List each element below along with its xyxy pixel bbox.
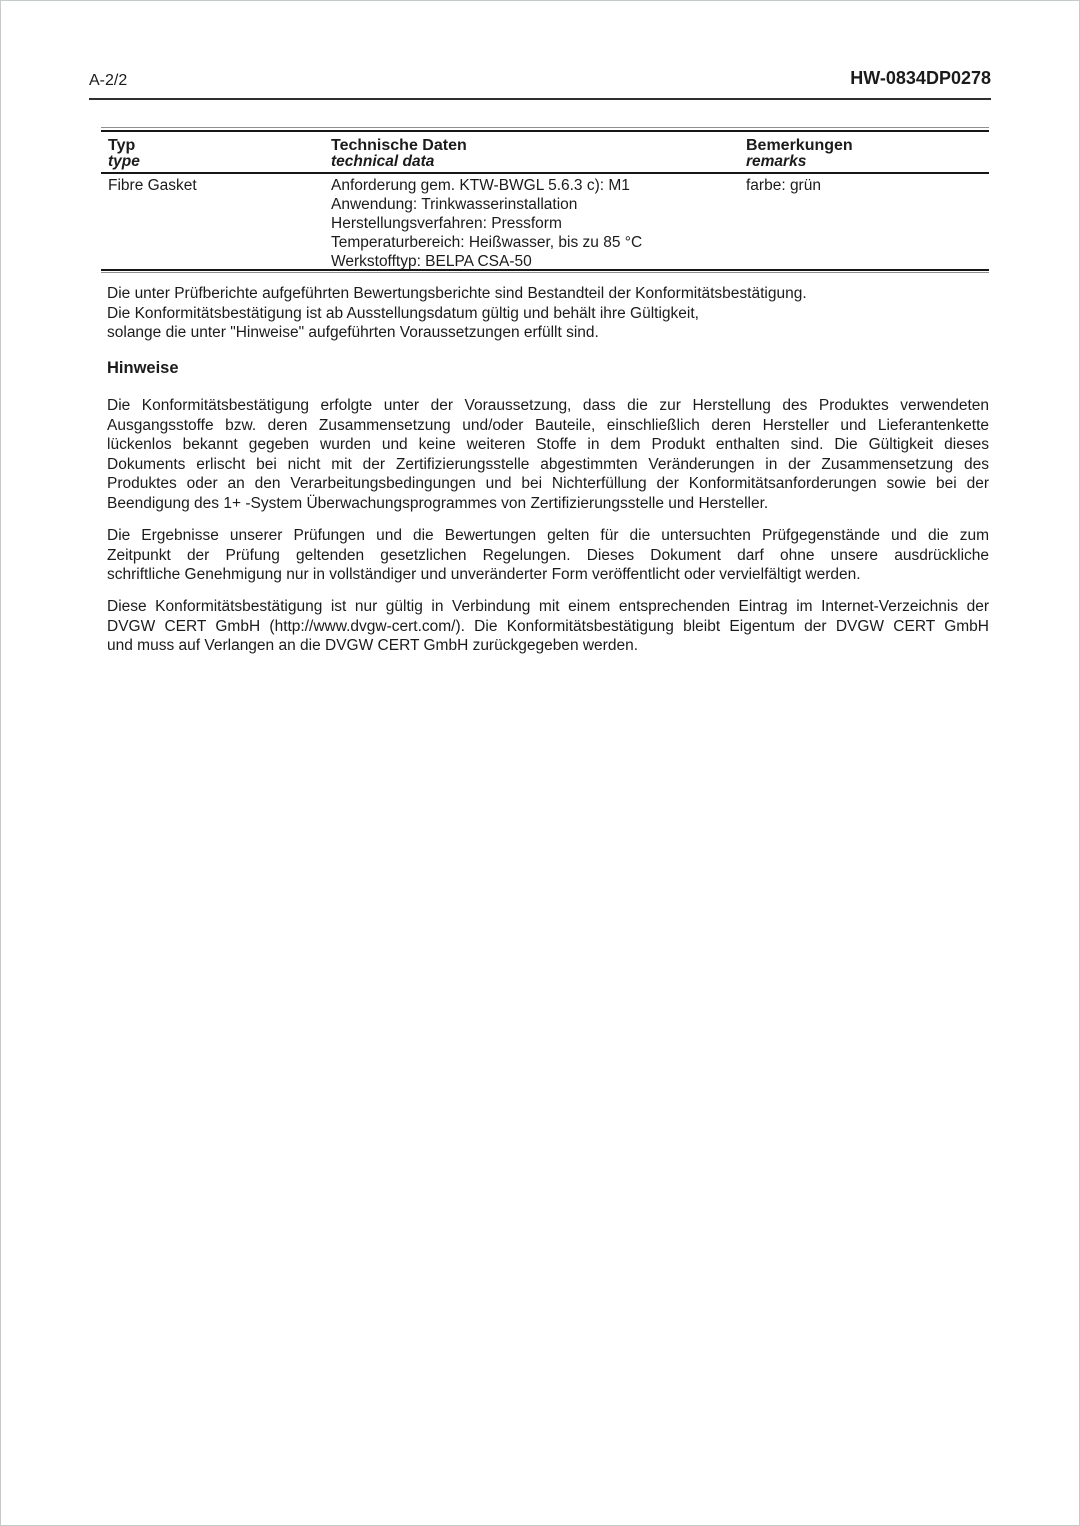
- table-bottom-rule-outer: [101, 272, 989, 273]
- col-header-typ-en: type: [108, 153, 140, 170]
- document-number: HW-0834DP0278: [850, 68, 991, 88]
- col-header-bemerkungen-de: Bemerkungen: [746, 137, 853, 154]
- intro-paragraph: [107, 284, 989, 343]
- text-line: Herstellungsverfahren: Pressform: [331, 215, 562, 232]
- cell-typ: Fibre Gasket: [108, 177, 197, 194]
- text-line: solange die unter "Hinweise" aufgeführten Voraussetzungen erfüllt sind.: [107, 324, 599, 341]
- cell-technische-daten: [331, 174, 739, 271]
- text-line: Anwendung: Trinkwasserinstallation: [331, 196, 578, 213]
- text-line: Ausgangsstoffe bzw. deren Zusammensetzung und/oder Bauteile, einschließlich deren Hersteller und Lieferantenkette: [107, 416, 989, 434]
- text-line: Anforderung gem. KTW-BWGL 5.6.3 c): M1: [331, 177, 630, 194]
- text-line: Dokuments erlischt bei nicht mit der Zertifizierungsstelle abgestimmten Veränderungen in der Zusammensetzung des: [107, 455, 989, 473]
- text-line: Beendigung des 1+ -System Überwachungsprogrammes von Zertifizierungsstelle und Hersteller.: [107, 494, 769, 512]
- hinweise-paragraph-1: [107, 396, 989, 513]
- text-line: Zeitpunkt der Prüfung geltenden gesetzlichen Regelungen. Dieses Dokument darf ohne unsere ausdrückliche: [107, 546, 989, 564]
- hinweise-paragraph-2: [107, 526, 989, 585]
- text-line: Diese Konformitätsbestätigung ist nur gültig in Verbindung mit einem entsprechenden Eintrag im Internet-Verzeichnis der: [107, 598, 989, 615]
- col-header-technische-daten: [331, 132, 739, 170]
- text-line: Werkstofftyp: BELPA CSA-50: [331, 253, 532, 270]
- col-header-technische-daten-en: technical data: [331, 153, 435, 170]
- col-header-typ-de: Typ: [108, 137, 136, 154]
- text-line: lückenlos bekannt gegeben wurden und keine weiteren Stoffe in dem Produkt enthalten sind. Die Gültigkeit dieses: [107, 436, 989, 453]
- hinweise-heading: Hinweise: [107, 359, 179, 377]
- spec-table: [101, 127, 989, 273]
- text-line: Die Konformitätsbestätigung ist ab Ausstellungsdatum gültig und behält ihre Gültigkeit,: [107, 304, 699, 322]
- col-header-bemerkungen: [746, 132, 986, 170]
- text-line: Temperaturbereich: Heißwasser, bis zu 85 °C: [331, 234, 643, 251]
- text-line: DVGW CERT GmbH (http://www.dvgw-cert.com/). Die Konformitätsbestätigung bleibt Eigentum der DVGW CERT GmbH: [107, 617, 989, 635]
- header-rule: [89, 98, 991, 100]
- text-line: schriftliche Genehmigung nur in vollständiger und unveränderter Form veröffentlicht oder vervielfältigt werden.: [107, 566, 861, 583]
- col-header-technische-daten-de: Technische Daten: [331, 137, 467, 154]
- cell-bemerkungen: farbe: grün: [746, 177, 821, 194]
- table-header-row: [101, 132, 989, 172]
- hinweise-paragraph-3: [107, 597, 989, 656]
- text-line: Die unter Prüfberichte aufgeführten Bewertungsberichte sind Bestandteil der Konformitätsbestätigung.: [107, 285, 807, 302]
- text-line: Die Konformitätsbestätigung erfolgte unter der Voraussetzung, dass die zur Herstellung des Produktes verwendeten: [107, 397, 989, 414]
- page-number-label: A-2/2: [89, 72, 128, 89]
- table-row: [101, 174, 989, 269]
- col-header-typ: [108, 132, 324, 170]
- text-line: Die Ergebnisse unserer Prüfungen und die Bewertungen gelten für die untersuchten Prüfgegenstände und die zum: [107, 527, 989, 544]
- text-line: Produktes oder an den Verarbeitungsbedingungen und bei Nichterfüllung der Konformitätsanforderungen sowie bei der: [107, 475, 989, 492]
- col-header-bemerkungen-en: remarks: [746, 153, 807, 170]
- text-line: und muss auf Verlangen an die DVGW CERT GmbH zurückgegeben werden.: [107, 637, 639, 654]
